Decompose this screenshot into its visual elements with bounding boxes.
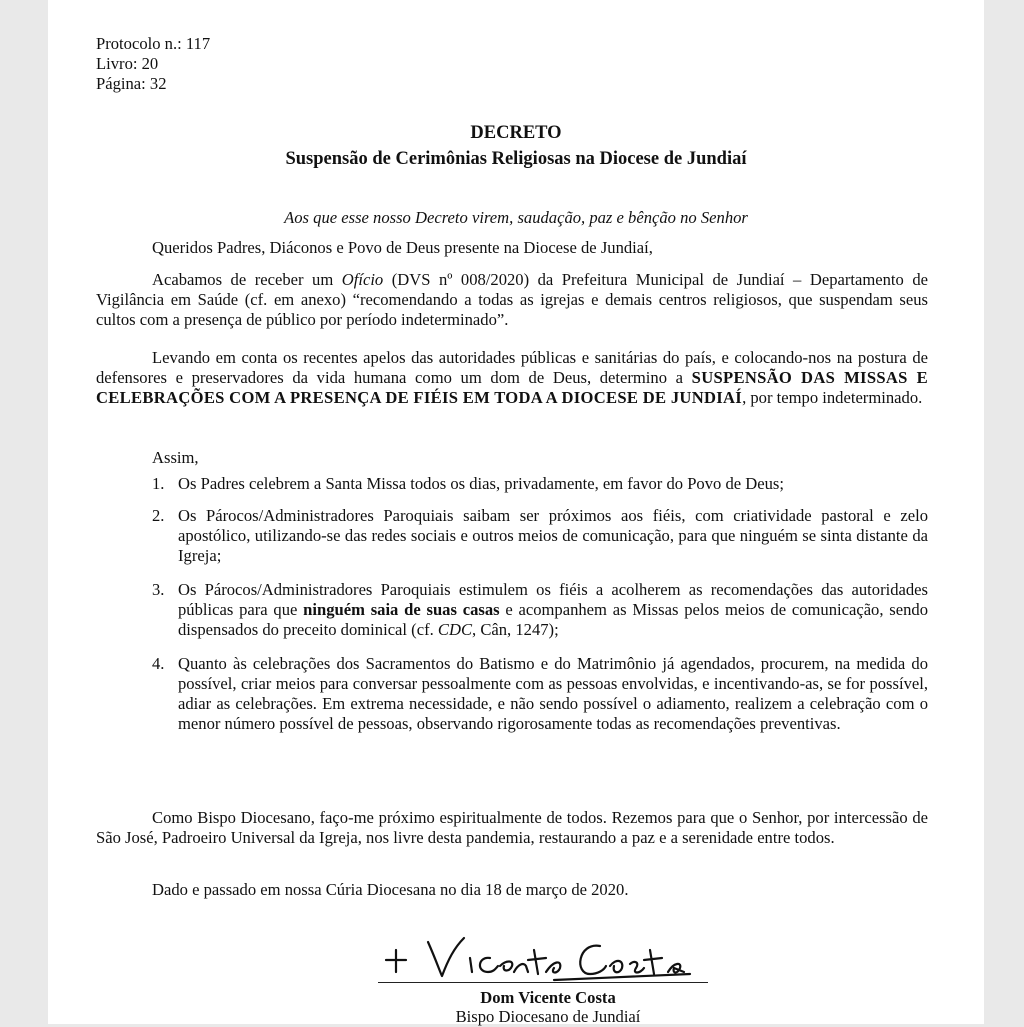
item-text-b: e acompanhem as Missas pelos meios de comunicação, sendo dispensados do preceito dominical (cf. [178,600,928,639]
decree-heading: DECRETO [470,123,562,143]
list-item-2 [152,506,928,566]
item-number: 3. [152,580,165,599]
book-number: Livro: 20 [96,54,159,73]
item-number: 1. [152,474,165,493]
salutation: Queridos Padres, Diáconos e Povo de Deus presente na Diocese de Jundiaí, [152,238,653,257]
item-cdc: CDC [437,620,473,639]
item-text: Os Padres celebrem a Santa Missa todos os dias, privadamente, em favor do Povo de Deus; [178,474,784,493]
protocol-number: Protocolo n.: 117 [96,34,211,53]
signature-line [378,982,708,983]
signer-name: Dom Vicente Costa [480,988,616,1007]
page-number: Página: 32 [96,74,167,93]
list-item-1 [152,474,928,494]
signer-title: Bispo Diocesano de Jundiaí [455,1007,641,1026]
paragraph-closing: Como Bispo Diocesano, faço-me próximo espiritualmente de todos. Rezemos para que o Senhor, por intercessão de São José, Padroeiro Universal da Igreja, nos livre desta pandemia, restaurando a paz e a serenidade entre todos. [96,808,928,847]
item-number: 4. [152,654,165,673]
paragraph-determination [96,348,928,408]
item-text-c: , Cân, 1247); [472,620,559,639]
title-block [48,120,984,172]
assim: Assim, [152,448,199,467]
item-text-a: Os Párocos/Administradores Paroquiais estimulem os fiéis a acolherem as recomendações das autoridades públicas para que [178,580,928,619]
list-item-3 [152,580,928,640]
p2-text-b: , por tempo indeterminado. [742,388,923,407]
item-text-bold: ninguém saia de suas casas [303,600,500,619]
decree-subtitle: Suspensão de Cerimônias Religiosas na Diocese de Jundiaí [285,149,747,169]
greeting: Aos que esse nosso Decreto virem, saudação, paz e bênção no Senhor [284,208,748,227]
item-number: 2. [152,506,165,525]
item-text: Os Párocos/Administradores Paroquiais saibam ser próximos aos fiéis, com criatividade pastoral e zelo apostólico, utilizando-se das redes sociais e outros meios de comunicação, para que ninguém se sinta distante da Igreja; [178,506,928,565]
handwritten-signature [378,920,698,990]
p1-oficio: Ofício [341,270,384,289]
p1-text-b: (DVS nº 008/2020) da Prefeitura Municipal de Jundiaí – Departamento de Vigilância em Saúde (cf. em anexo) “recomendando a todas as igrejas e demais centros religiosos, que suspendam seus cultos com a presença de público por período indeterminado”. [96,270,929,329]
paragraph-date: Dado e passado em nossa Cúria Diocesana no dia 18 de março de 2020. [152,880,629,899]
p1-text-a: Acabamos de receber um [152,270,342,289]
p2-suspension: SUSPENSÃO DAS MISSAS E CELEBRAÇÕES COM A PRESENÇA DE FIÉIS EM TODA A DIOCESE DE JUNDIAÍ [96,368,928,407]
protocol-block [96,34,210,94]
document-page [48,0,984,1024]
item-text: Quanto às celebrações dos Sacramentos do Batismo e do Matrimônio já agendados, procurem, na medida do possível, criar meios para conversar pessoalmente com as pessoas envolvidas, e incentivando-as, se for possível, adiar as celebrações. Em extrema necessidade, e não sendo possível o adiamento, realizem a celebração com o menor número possível de pessoas, observando rigorosamente todas as recomendações preventivas. [178,654,928,733]
list-item-4 [152,654,928,734]
p2-text-a: Levando em conta os recentes apelos das autoridades públicas e sanitárias do país, e colocando-nos na postura de defensores e preservadores da vida humana como um dom de Deus, determino a [96,348,928,387]
paragraph-oficio [96,270,928,330]
